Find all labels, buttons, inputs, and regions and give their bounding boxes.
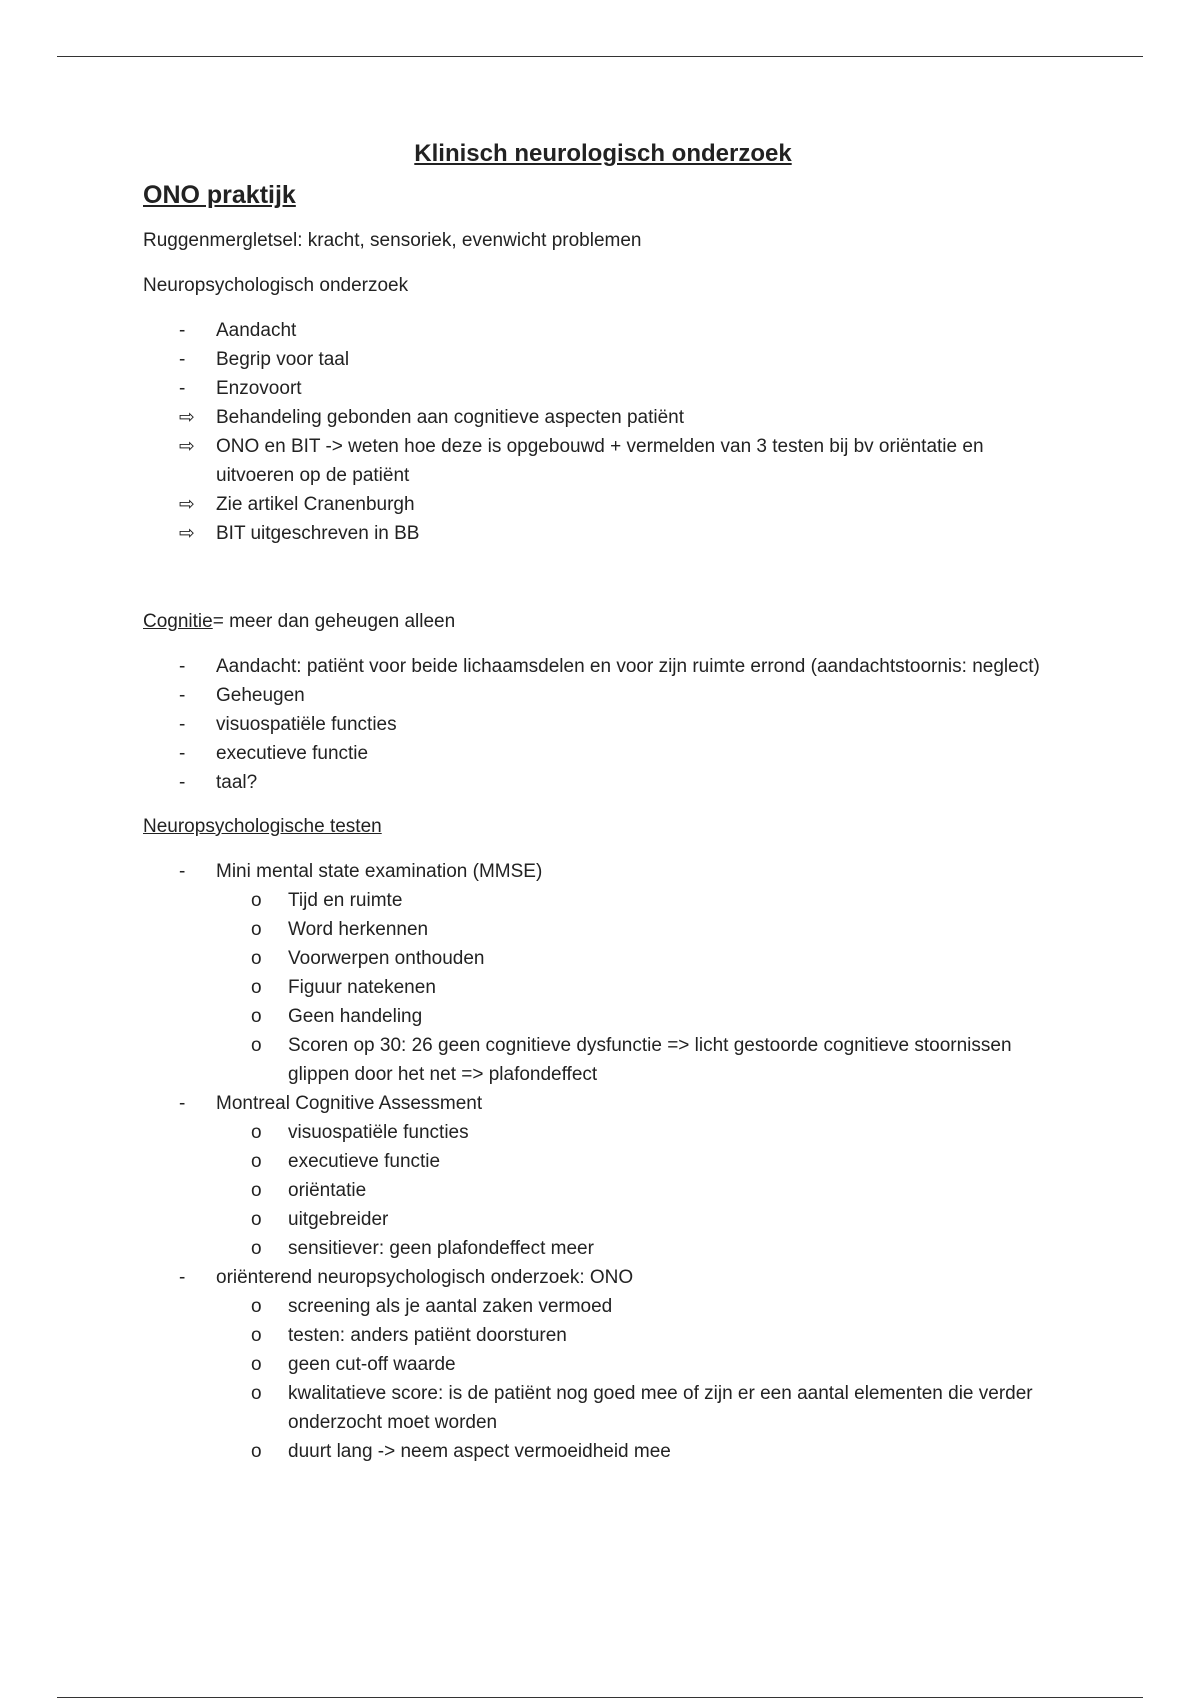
list-item: ⇨ ONO en BIT -> weten hoe deze is opgebouwd + vermelden van 3 testen bij bv oriëntatie en uitvoeren op de patiënt <box>143 432 1043 490</box>
dash-bullet-icon: - <box>179 1093 186 1114</box>
circle-bullet-icon: o <box>251 1383 262 1404</box>
header-rule <box>57 56 1143 57</box>
dash-bullet-icon: - <box>179 714 186 735</box>
spacer <box>143 563 1043 607</box>
circle-bullet-icon: o <box>251 890 262 911</box>
dash-bullet-icon: - <box>179 743 186 764</box>
list-item: - taal? <box>143 768 1043 797</box>
list-neuropsych-onderzoek <box>143 316 1043 548</box>
circle-bullet-icon: o <box>251 1180 262 1201</box>
document-body <box>143 140 1043 1481</box>
list-item: - Geheugen <box>143 681 1043 710</box>
circle-bullet-icon: o <box>251 948 262 969</box>
circle-bullet-icon: o <box>251 1441 262 1462</box>
circle-bullet-icon: o <box>251 1238 262 1259</box>
circle-bullet-icon: o <box>251 1209 262 1230</box>
circle-bullet-icon: o <box>251 1122 262 1143</box>
list-item: ⇨ BIT uitgeschreven in BB <box>143 519 1043 548</box>
sub-list-item: o screening als je aantal zaken vermoed <box>143 1292 1043 1321</box>
list-item: - visuospatiële functies <box>143 710 1043 739</box>
paragraph-neuropsych: Neuropsychologisch onderzoek <box>143 275 409 296</box>
dash-bullet-icon: - <box>179 685 186 706</box>
list-item: - Enzovoort <box>143 374 1043 403</box>
dash-bullet-icon: - <box>179 861 186 882</box>
sub-list-item: o kwalitatieve score: is de patiënt nog goed mee of zijn er een aantal elementen die verder onderzocht moet worden <box>143 1379 1043 1437</box>
sub-list-item: o geen cut-off waarde <box>143 1350 1043 1379</box>
paragraph-cognitie <box>143 607 1043 637</box>
dash-bullet-icon: - <box>179 656 186 677</box>
list-item: - Aandacht <box>143 316 1043 345</box>
sub-list-item: o uitgebreider <box>143 1205 1043 1234</box>
circle-bullet-icon: o <box>251 977 262 998</box>
footer-rule <box>57 1697 1143 1698</box>
list-cognitie <box>143 652 1043 797</box>
dash-bullet-icon: - <box>179 772 186 793</box>
dash-bullet-icon: - <box>179 349 186 370</box>
list-item-mmse: - Mini mental state examination (MMSE) <box>143 857 1043 886</box>
sub-list-item: o Voorwerpen onthouden <box>143 944 1043 973</box>
list-item-ono: - oriënterend neuropsychologisch onderzoek: ONO <box>143 1263 1043 1292</box>
circle-bullet-icon: o <box>251 1151 262 1172</box>
circle-bullet-icon: o <box>251 1325 262 1346</box>
sub-list-item: o Word herkennen <box>143 915 1043 944</box>
dash-bullet-icon: - <box>179 378 186 399</box>
list-item: - Begrip voor taal <box>143 345 1043 374</box>
sub-list-item: o executieve functie <box>143 1147 1043 1176</box>
sub-list-item: o Scoren op 30: 26 geen cognitieve dysfunctie => licht gestoorde cognitieve stoornissen glippen door het net => plafondeffect <box>143 1031 1043 1089</box>
arrow-bullet-icon: ⇨ <box>179 436 195 457</box>
section-title: ONO praktijk <box>143 181 296 209</box>
cognitie-label: Cognitie <box>143 611 213 632</box>
sub-list-item: o visuospatiële functies <box>143 1118 1043 1147</box>
arrow-bullet-icon: ⇨ <box>179 407 195 428</box>
dash-bullet-icon: - <box>179 1267 186 1288</box>
sub-list-item: o oriëntatie <box>143 1176 1043 1205</box>
sub-list-item: o duurt lang -> neem aspect vermoeidheid mee <box>143 1437 1043 1466</box>
arrow-bullet-icon: ⇨ <box>179 523 195 544</box>
sub-list-item: o testen: anders patiënt doorsturen <box>143 1321 1043 1350</box>
list-item-moca: - Montreal Cognitive Assessment <box>143 1089 1043 1118</box>
circle-bullet-icon: o <box>251 919 262 940</box>
cognitie-text: = meer dan geheugen alleen <box>212 611 456 632</box>
dash-bullet-icon: - <box>179 320 186 341</box>
sub-list-item: o Tijd en ruimte <box>143 886 1043 915</box>
list-testen <box>143 857 1043 1466</box>
list-item: - executieve functie <box>143 739 1043 768</box>
sub-list-item: o sensitiever: geen plafondeffect meer <box>143 1234 1043 1263</box>
list-item: - Aandacht: patiënt voor beide lichaamsdelen en voor zijn ruimte errond (aandachtstoornis: neglect) <box>143 652 1043 681</box>
circle-bullet-icon: o <box>251 1035 262 1056</box>
circle-bullet-icon: o <box>251 1296 262 1317</box>
circle-bullet-icon: o <box>251 1354 262 1375</box>
sub-list-item: o Figuur natekenen <box>143 973 1043 1002</box>
paragraph-ruggenmergletsel: Ruggenmergletsel: kracht, sensoriek, evenwicht problemen <box>143 230 642 251</box>
circle-bullet-icon: o <box>251 1006 262 1027</box>
arrow-bullet-icon: ⇨ <box>179 494 195 515</box>
list-item: ⇨ Zie artikel Cranenburgh <box>143 490 1043 519</box>
document-title: Klinisch neurologisch onderzoek <box>414 140 792 167</box>
heading-neuropsych-testen: Neuropsychologische testen <box>143 816 382 837</box>
sub-list-item: o Geen handeling <box>143 1002 1043 1031</box>
list-item: ⇨ Behandeling gebonden aan cognitieve aspecten patiënt <box>143 403 1043 432</box>
